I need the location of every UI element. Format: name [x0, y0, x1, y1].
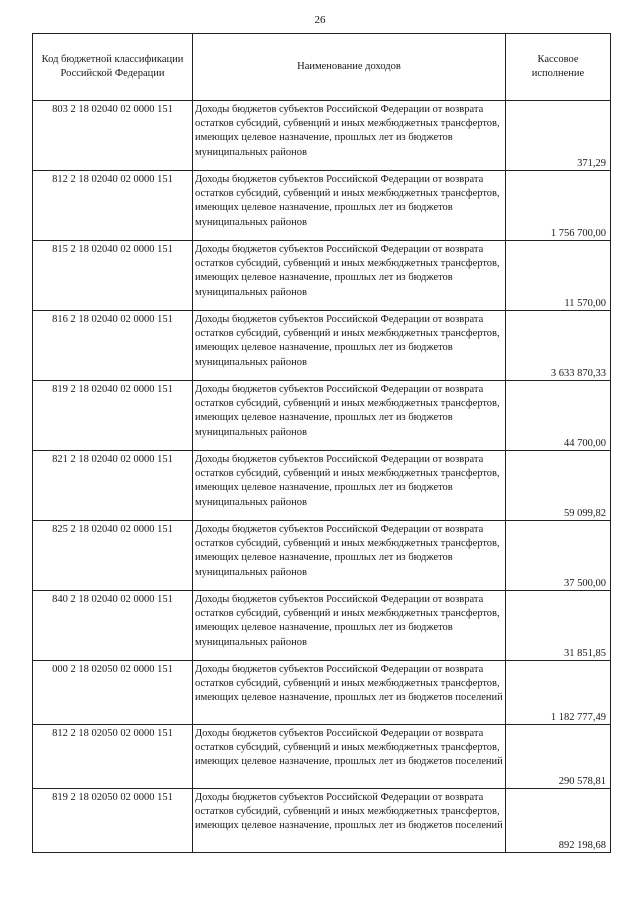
row-name: Доходы бюджетов субъектов Российской Федерации от возврата остатков субсидий, субвенций и иных межбюджетных трансфертов, имеющих целевое назначение, прошлых лет из бюджетов поселений	[193, 725, 506, 789]
row-code: 803 2 18 02040 02 0000 151	[33, 101, 193, 171]
table-header-row	[33, 34, 611, 101]
header-amount: Кассовое исполнение	[506, 34, 611, 101]
table-row	[33, 381, 611, 451]
row-code: 821 2 18 02040 02 0000 151	[33, 451, 193, 521]
row-name: Доходы бюджетов субъектов Российской Федерации от возврата остатков субсидий, субвенций и иных межбюджетных трансфертов, имеющих целевое назначение, прошлых лет из бюджетов муниципальных районов	[193, 591, 506, 661]
row-amount: 59 099,82	[506, 451, 611, 521]
table-row	[33, 311, 611, 381]
table-row	[33, 521, 611, 591]
row-name: Доходы бюджетов субъектов Российской Федерации от возврата остатков субсидий, субвенций и иных межбюджетных трансфертов, имеющих целевое назначение, прошлых лет из бюджетов муниципальных районов	[193, 241, 506, 311]
page-number: 26	[314, 14, 326, 26]
row-name: Доходы бюджетов субъектов Российской Федерации от возврата остатков субсидий, субвенций и иных межбюджетных трансфертов, имеющих целевое назначение, прошлых лет из бюджетов поселений	[193, 661, 506, 725]
row-name: Доходы бюджетов субъектов Российской Федерации от возврата остатков субсидий, субвенций и иных межбюджетных трансфертов, имеющих целевое назначение, прошлых лет из бюджетов муниципальных районов	[193, 381, 506, 451]
table-row	[33, 241, 611, 311]
table-row	[33, 661, 611, 725]
table-row	[33, 171, 611, 241]
row-name: Доходы бюджетов субъектов Российской Федерации от возврата остатков субсидий, субвенций и иных межбюджетных трансфертов, имеющих целевое назначение, прошлых лет из бюджетов муниципальных районов	[193, 451, 506, 521]
row-code: 812 2 18 02050 02 0000 151	[33, 725, 193, 789]
row-code: 000 2 18 02050 02 0000 151	[33, 661, 193, 725]
row-amount: 892 198,68	[506, 789, 611, 853]
table-row	[33, 451, 611, 521]
row-amount: 371,29	[506, 101, 611, 171]
row-code: 819 2 18 02050 02 0000 151	[33, 789, 193, 853]
row-name: Доходы бюджетов субъектов Российской Федерации от возврата остатков субсидий, субвенций и иных межбюджетных трансфертов, имеющих целевое назначение, прошлых лет из бюджетов муниципальных районов	[193, 311, 506, 381]
row-amount: 1 182 777,49	[506, 661, 611, 725]
row-amount: 11 570,00	[506, 241, 611, 311]
row-code: 825 2 18 02040 02 0000 151	[33, 521, 193, 591]
row-name: Доходы бюджетов субъектов Российской Федерации от возврата остатков субсидий, субвенций и иных межбюджетных трансфертов, имеющих целевое назначение, прошлых лет из бюджетов муниципальных районов	[193, 521, 506, 591]
table-row	[33, 591, 611, 661]
row-code: 816 2 18 02040 02 0000 151	[33, 311, 193, 381]
row-amount: 31 851,85	[506, 591, 611, 661]
row-name: Доходы бюджетов субъектов Российской Федерации от возврата остатков субсидий, субвенций и иных межбюджетных трансфертов, имеющих целевое назначение, прошлых лет из бюджетов муниципальных районов	[193, 171, 506, 241]
row-code: 815 2 18 02040 02 0000 151	[33, 241, 193, 311]
row-name: Доходы бюджетов субъектов Российской Федерации от возврата остатков субсидий, субвенций и иных межбюджетных трансфертов, имеющих целевое назначение, прошлых лет из бюджетов поселений	[193, 789, 506, 853]
header-code: Код бюджетной классификации Российской Федерации	[33, 34, 193, 101]
table-row	[33, 789, 611, 853]
row-name: Доходы бюджетов субъектов Российской Федерации от возврата остатков субсидий, субвенций и иных межбюджетных трансфертов, имеющих целевое назначение, прошлых лет из бюджетов муниципальных районов	[193, 101, 506, 171]
row-amount: 37 500,00	[506, 521, 611, 591]
row-amount: 3 633 870,33	[506, 311, 611, 381]
table-row	[33, 725, 611, 789]
row-amount: 290 578,81	[506, 725, 611, 789]
table-row	[33, 101, 611, 171]
row-amount: 44 700,00	[506, 381, 611, 451]
header-name: Наименование доходов	[193, 34, 506, 101]
row-code: 812 2 18 02040 02 0000 151	[33, 171, 193, 241]
row-code: 819 2 18 02040 02 0000 151	[33, 381, 193, 451]
row-code: 840 2 18 02040 02 0000 151	[33, 591, 193, 661]
row-amount: 1 756 700,00	[506, 171, 611, 241]
revenue-table	[32, 33, 611, 853]
